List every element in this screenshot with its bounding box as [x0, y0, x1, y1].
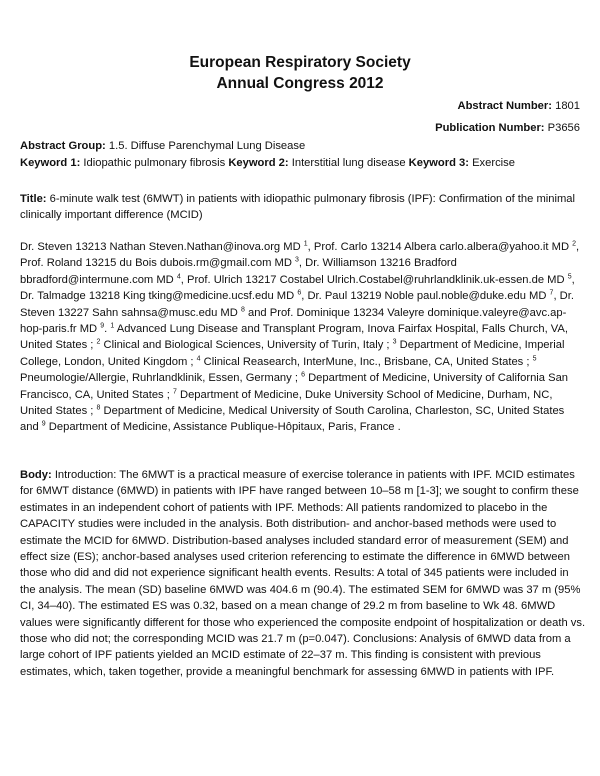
abstract-number-value: 1801 [555, 100, 580, 112]
abstract-number-label: Abstract Number: [457, 100, 552, 112]
affiliation-5-sup: 5 [532, 355, 537, 363]
abstract-title [20, 191, 586, 224]
affiliation-5: Pneumologie/Allergie, Ruhrlandklinik, Essen, Germany ; [20, 372, 298, 385]
author-1-sup: 1 [303, 240, 308, 248]
title-line-2: Annual Congress 2012 [216, 75, 384, 92]
affiliation-8: Department of Medicine, Medical University of South Carolina, Charleston, SC, United States and [20, 405, 565, 434]
author-6-sup: 6 [297, 289, 302, 297]
title-line-1: European Respiratory Society [189, 54, 411, 71]
author-8-sup: 8 [240, 305, 245, 313]
keyword-1-value: Idiopathic pulmonary fibrosis [83, 157, 226, 169]
keyword-2-value: Interstitial lung disease [291, 157, 406, 169]
abstract-group [20, 138, 586, 154]
affiliation-4: Clinical Reasearch, InterMune, Inc., Brisbane, CA, United States ; [203, 355, 530, 368]
authors-and: and [247, 306, 267, 319]
affiliation-7-sup: 7 [172, 387, 177, 395]
author-9-sup: 9 [100, 322, 105, 330]
author-4-sup: 4 [176, 273, 181, 281]
keywords [20, 155, 586, 171]
author-7-sup: 7 [549, 289, 554, 297]
author-5-sup: 5 [567, 273, 572, 281]
authors-affiliations: Dr. Steven 13213 Nathan Steven.Nathan@inova.org MD $^1$, Prof. Carlo 13214 Albera carlo.albera@yahoo.it MD $^2$, Prof. Roland 13215 du Bois dubois.rm@gmail.com MD $^3$, Dr. Williamson 13216 Bradford bbradford@intermune.com MD $^4$, Prof. Ulrich 13217 Costabel Ulrich.Costabel@ruhrlandklinik.uk-essen.de MD $^5$, Dr. Talmadge 13218 King tking@medicine.ucsf.edu MD $^6$, Dr. Paul 13219 Noble paul.noble@duke.edu MD $^7$, Dr. Steven 13227 Sahn sahnsa@musc.edu MD $^8$ and Prof. Dominique 13234 Valeyre dominique.valeyre@avc.ap-hop-paris.fr MD $^9$. $^1$ Advanced Lung Disease and Transplant Program, Inova Fairfax Hospital, Falls Church, VA, United States ; $^2$ Clinical and Biological Sciences, University of Turin, Italy ; $^3$ Department of Medicine, Imperial College, London, United Kingdom ; $^4$ Clinical Reasearch, InterMune, Inc., Brisbane, CA, United States ; $^5$ Pneumologie/Allergie, Ruhrlandklinik, Essen, Germany ; $^6$ Department of Medicine, University of California San Francisco, CA, United States ; $^7$ Department of Medicine, Duke University School of Medicine, Durham, NC, United States ; $^8$ Department of Medicine, Medical University of South Carolina, Charleston, SC, United States and $^9$ Department of Medicine, Assistance Publique-Hôpitaux, Paris, France . [20, 240, 580, 434]
publication-number-value: P3656 [547, 122, 580, 134]
document-title [0, 52, 600, 94]
affiliation-1-sup: 1 [110, 322, 115, 330]
affiliation-9: Department of Medicine, Assistance Publique-Hôpitaux, Paris, France . [48, 421, 401, 434]
abstract-body [20, 467, 586, 680]
affiliation-2: Clinical and Biological Sciences, University of Turin, Italy ; [103, 339, 390, 352]
affiliation-3-sup: 3 [392, 338, 397, 346]
affiliation-3: Department of Medicine, Imperial College, London, United Kingdom ; [20, 339, 565, 368]
abstract-body-label: Body: [20, 469, 52, 481]
affiliation-6-sup: 6 [301, 371, 305, 379]
author-2: Prof. Carlo 13214 Albera carlo.albera@yahoo.it MD [313, 241, 570, 253]
author-3: Prof. Roland 13215 du Bois dubois.rm@gmail.com MD [20, 257, 292, 270]
keyword-3-value: Exercise [472, 157, 515, 169]
affiliation-4-sup: 4 [196, 355, 201, 363]
affiliation-9-sup: 9 [41, 420, 46, 428]
author-3-sup: 3 [295, 256, 299, 264]
author-2-sup: 2 [572, 240, 577, 248]
author-7: Dr. Paul 13219 Noble paul.noble@duke.edu MD [307, 290, 547, 303]
abstract-group-value: 1.5. Diffuse Parenchymal Lung Disease [108, 140, 306, 152]
affiliation-1: Advanced Lung Disease and Transplant Program, Inova Fairfax Hospital, Falls Church, VA, United States ; [20, 323, 568, 352]
author-9: Prof. Dominique 13234 Valeyre dominique.valeyre@avc.ap-hop-paris.fr MD [20, 306, 567, 336]
keyword-1-label: Keyword 1: [20, 157, 81, 169]
author-5: Prof. Ulrich 13217 Costabel Ulrich.Costabel@ruhrlandklinik.uk-essen.de MD [186, 273, 565, 286]
abstract-group-label: Abstract Group: [20, 140, 106, 152]
keyword-2-label: Keyword 2: [228, 157, 289, 169]
publication-number-label: Publication Number: [435, 122, 545, 134]
affiliation-2-sup: 2 [96, 338, 101, 346]
author-1: Dr. Steven 13213 Nathan Steven.Nathan@inova.org MD [20, 241, 301, 253]
keyword-3-label: Keyword 3: [408, 157, 469, 169]
affiliation-7: Department of Medicine, Duke University School of Medicine, Durham, NC, United States ; [20, 388, 553, 418]
publication-number [435, 121, 580, 135]
author-6: Dr. Talmadge 13218 King tking@medicine.ucsf.edu MD [20, 290, 295, 303]
author-8: Dr. Steven 13227 Sahn sahnsa@musc.edu MD [20, 290, 574, 319]
affiliation-8-sup: 8 [96, 404, 101, 412]
abstract-number [458, 99, 581, 113]
author-4: Dr. Williamson 13216 Bradford bbradford@intermune.com MD [20, 257, 457, 286]
affiliation-6: Department of Medicine, University of California San Francisco, CA, United States ; [20, 372, 569, 401]
abstract-title-text: 6-minute walk test (6MWT) in patients with idiopathic pulmonary fibrosis (IPF): Confirmation of the minimal clinically important difference (MCID) [20, 193, 576, 222]
abstract-body-text: Introduction: The 6MWT is a practical measure of exercise tolerance in patients with IPF. MCID estimates for 6MWT distance (6MWD) in patients with IPF have ranged between 10–58 m [1-3]; we sought to confirm these estimates in an independent cohort of patients with IPF. Methods: All patients randomized to placebo in the CAPACITY studies were included in the analysis. Both distribution- and anchor-based methods were used to estimate the MCID for 6MWD. Distribution-based analyses included standard error of measurement (SEM) and effect size (ES); anchor-based analyses used criterion referencing to estimate the difference in 6MWD between those who did and did not experience significant health events. Results: A total of 345 patients were included in the analysis. The mean (SD) baseline 6MWD was 404.6 m (90.4). The estimated SEM for 6MWD was 37 m (95% CI, 34–40). The estimated ES was 0.32, based on a mean change of 29.2 m from baseline to Wk 48. 6MWD values were significantly different for those who experienced the composite endpoint of hospitalization or death vs. those who did not; the corresponding MCID was 21.7 m (p=0.047). Conclusions: Analysis of 6MWD data from a large cohort of IPF patients yielded an MCID estimate of 22–37 m. This finding is consistent with previous estimates, which, taken together, provide a meaningful benchmark for assessing 6MWD in patients with IPF. [20, 469, 586, 678]
abstract-title-label: Title: [20, 193, 47, 205]
